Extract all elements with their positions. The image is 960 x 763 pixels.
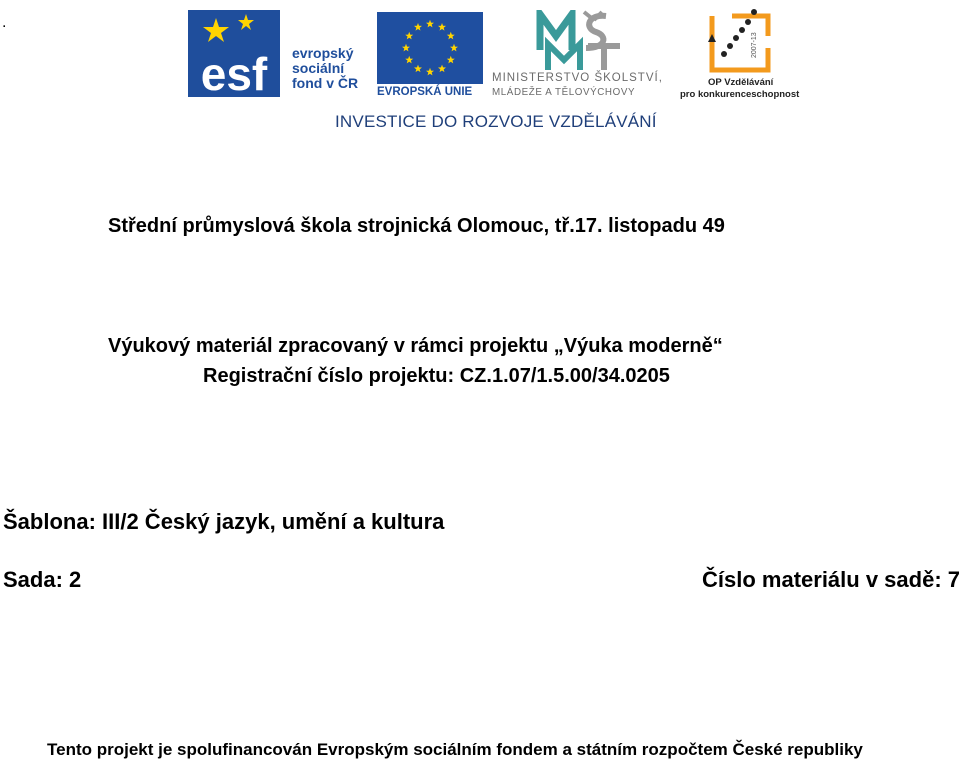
- eu-star-icon: [447, 32, 455, 40]
- material-line: Výukový materiál zpracovaný v rámci projektu „Výuka moderně“: [108, 335, 723, 357]
- sada-line: Sada: 2: [3, 567, 82, 592]
- msmt-mark-icon: [536, 10, 624, 72]
- esf-mark-icon: [188, 10, 280, 97]
- corner-mark: .: [2, 14, 7, 31]
- eu-star-icon: [405, 56, 413, 64]
- logo-banner: [0, 0, 960, 140]
- op-logo: [680, 8, 800, 100]
- eu-star-icon: [426, 68, 434, 76]
- esf-label-line2: sociální: [292, 60, 345, 76]
- esf-label-line3: fond v ČR: [292, 75, 359, 91]
- eu-star-icon: [414, 23, 422, 31]
- esf-label-line1: evropský: [292, 45, 354, 61]
- eu-label: EVROPSKÁ UNIE: [377, 86, 473, 98]
- msmt-logo: [492, 10, 674, 100]
- school-name: Střední průmyslová škola strojnická Olomouc, tř.17. listopadu 49: [108, 215, 725, 237]
- eu-star-icon: [438, 65, 446, 73]
- eu-star-icon: [447, 56, 455, 64]
- eu-star-icon: [450, 44, 458, 52]
- eu-star-icon: [405, 32, 413, 40]
- msmt-label-line2: MLÁDEŽE A TĚLOVÝCHOVY: [492, 87, 636, 98]
- sablona-line: Šablona: III/2 Český jazyk, umění a kultura: [3, 509, 445, 534]
- eu-star-icon: [402, 44, 410, 52]
- registration-number: Registrační číslo projektu: CZ.1.07/1.5.00/34.0205: [203, 365, 670, 387]
- op-mark-icon: [706, 8, 774, 78]
- eu-star-icon: [414, 65, 422, 73]
- esf-label: [292, 46, 358, 91]
- op-label-line1: OP Vzdělávání: [708, 77, 774, 88]
- eu-logo: [377, 12, 483, 98]
- material-number-line: Číslo materiálu v sadě: 7: [702, 567, 960, 592]
- esf-logo: [188, 10, 368, 100]
- funding-footer: Tento projekt je spolufinancován Evropským sociálním fondem a státním rozpočtem České republiky: [47, 740, 863, 759]
- msmt-label-line1: MINISTERSTVO ŠKOLSTVÍ,: [492, 72, 663, 84]
- eu-flag-icon: [377, 12, 483, 84]
- op-label-line2: pro konkurenceschopnost: [680, 89, 800, 100]
- eu-star-icon: [426, 20, 434, 28]
- op-seal-text: 2007-13: [751, 32, 758, 58]
- eu-star-icon: [438, 23, 446, 31]
- esf-mark-text: esf: [200, 48, 268, 97]
- investice-slogan: INVESTICE DO ROZVOJE VZDĚLÁVÁNÍ: [335, 112, 657, 131]
